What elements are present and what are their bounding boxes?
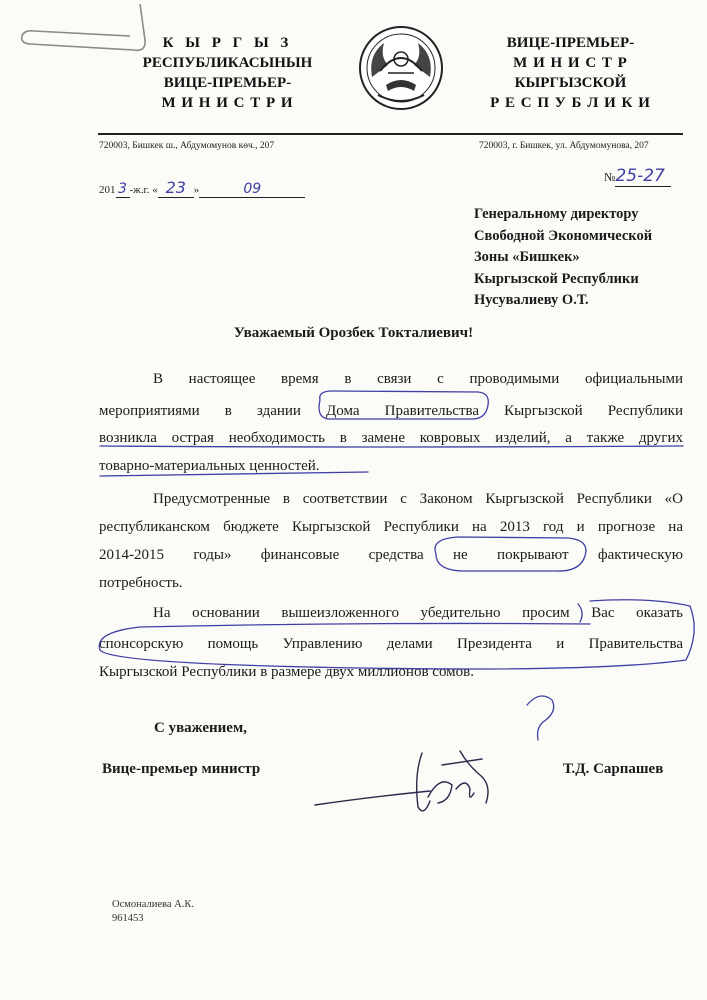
- footer-phone: 961453: [112, 913, 144, 924]
- header-left: [100, 33, 355, 113]
- body-line-8: потребность.: [99, 575, 183, 591]
- addressee-line-2: Свободной Экономической: [474, 227, 653, 244]
- signature-name: Т.Д. Сарпашев: [563, 761, 664, 777]
- body-line-7: 2014-2015 годы» финансовые средства не покрывают фактическую: [99, 547, 683, 563]
- addressee-block: [474, 204, 652, 312]
- number-field: [604, 166, 671, 187]
- body-line-5: Предусмотренные в соответствии с Законом Кыргызской Республики «О: [153, 491, 683, 507]
- header-left-line-3: ВИЦЕ-ПРЕМЬЕР-: [163, 75, 292, 91]
- header-left-line-2: РЕСПУБЛИКАСЫНЫН: [142, 55, 313, 71]
- body-line-3: возникла острая необходимость в замене ковровых изделий, а также других: [99, 430, 683, 446]
- body-line-1: В настоящее время в связи с проводимыми официальными: [153, 371, 683, 387]
- header-right-line-3: КЫРГЫЗСКОЙ: [514, 75, 627, 91]
- ink-question-mark: [527, 696, 554, 740]
- state-emblem-icon: [358, 25, 444, 111]
- header-right-line-1: ВИЦЕ-ПРЕМЬЕР-: [506, 35, 635, 51]
- body-line-6: республиканском бюджете Кыргызской Республики на 2013 год и прогнозе на: [99, 519, 683, 535]
- footer-executor: Осмоналиева А.К.: [112, 899, 194, 910]
- header-right-line-4: Р Е С П У Б Л И К И: [490, 95, 651, 111]
- handwritten-signature: [310, 745, 510, 825]
- body-line-9: На основании вышеизложенного убедительно просим Вас оказать: [153, 605, 683, 621]
- header-left-line-4: М И Н И С Т Р И: [161, 95, 294, 111]
- date-year-prefix: 201: [99, 184, 116, 196]
- header-left-line-1: К Ы Р Г Ы З: [162, 35, 293, 51]
- date-day-hand: 23: [158, 178, 194, 198]
- addressee-line-4: Кыргызской Республики: [474, 270, 639, 287]
- address-left: 720003, Бишкек ш., Абдумомунов көч., 207: [99, 141, 275, 151]
- date-year-suffix: -ж.г. «: [129, 184, 158, 196]
- header-rule: [98, 133, 683, 135]
- body-line-10: спонсорскую помощь Управлению делами Президента и Правительства: [99, 636, 683, 652]
- header-right-line-2: М И Н И С Т Р: [513, 55, 628, 71]
- salutation: Уважаемый Орозбек Токталиевич!: [233, 325, 474, 341]
- date-year-hand: 3: [116, 181, 130, 198]
- date-field: [99, 178, 305, 198]
- date-day-close: »: [193, 184, 200, 196]
- body-line-4: товарно-материальных ценностей.: [99, 458, 320, 474]
- number-hand: 25-27: [615, 166, 671, 187]
- signature-title: Вице-премьер министр: [102, 761, 261, 777]
- address-right: 720003, г. Бишкек, ул. Абдумомунова, 207: [479, 141, 649, 151]
- body-line-2: мероприятиями в здании Дома Правительства Кыргызской Республики: [99, 403, 683, 419]
- number-label: №: [604, 170, 616, 184]
- addressee-line-1: Генеральному директору: [474, 206, 639, 222]
- body-line-11: Кыргызской Республики в размере двух миллионов сомов.: [99, 664, 474, 680]
- footer-block: [112, 898, 194, 926]
- closing: С уважением,: [154, 720, 247, 736]
- header-right: [458, 33, 683, 113]
- addressee-line-5: Нусувалиеву О.Т.: [474, 292, 589, 308]
- date-month-hand: 09: [199, 181, 305, 198]
- addressee-line-3: Зоны «Бишкек»: [474, 249, 580, 265]
